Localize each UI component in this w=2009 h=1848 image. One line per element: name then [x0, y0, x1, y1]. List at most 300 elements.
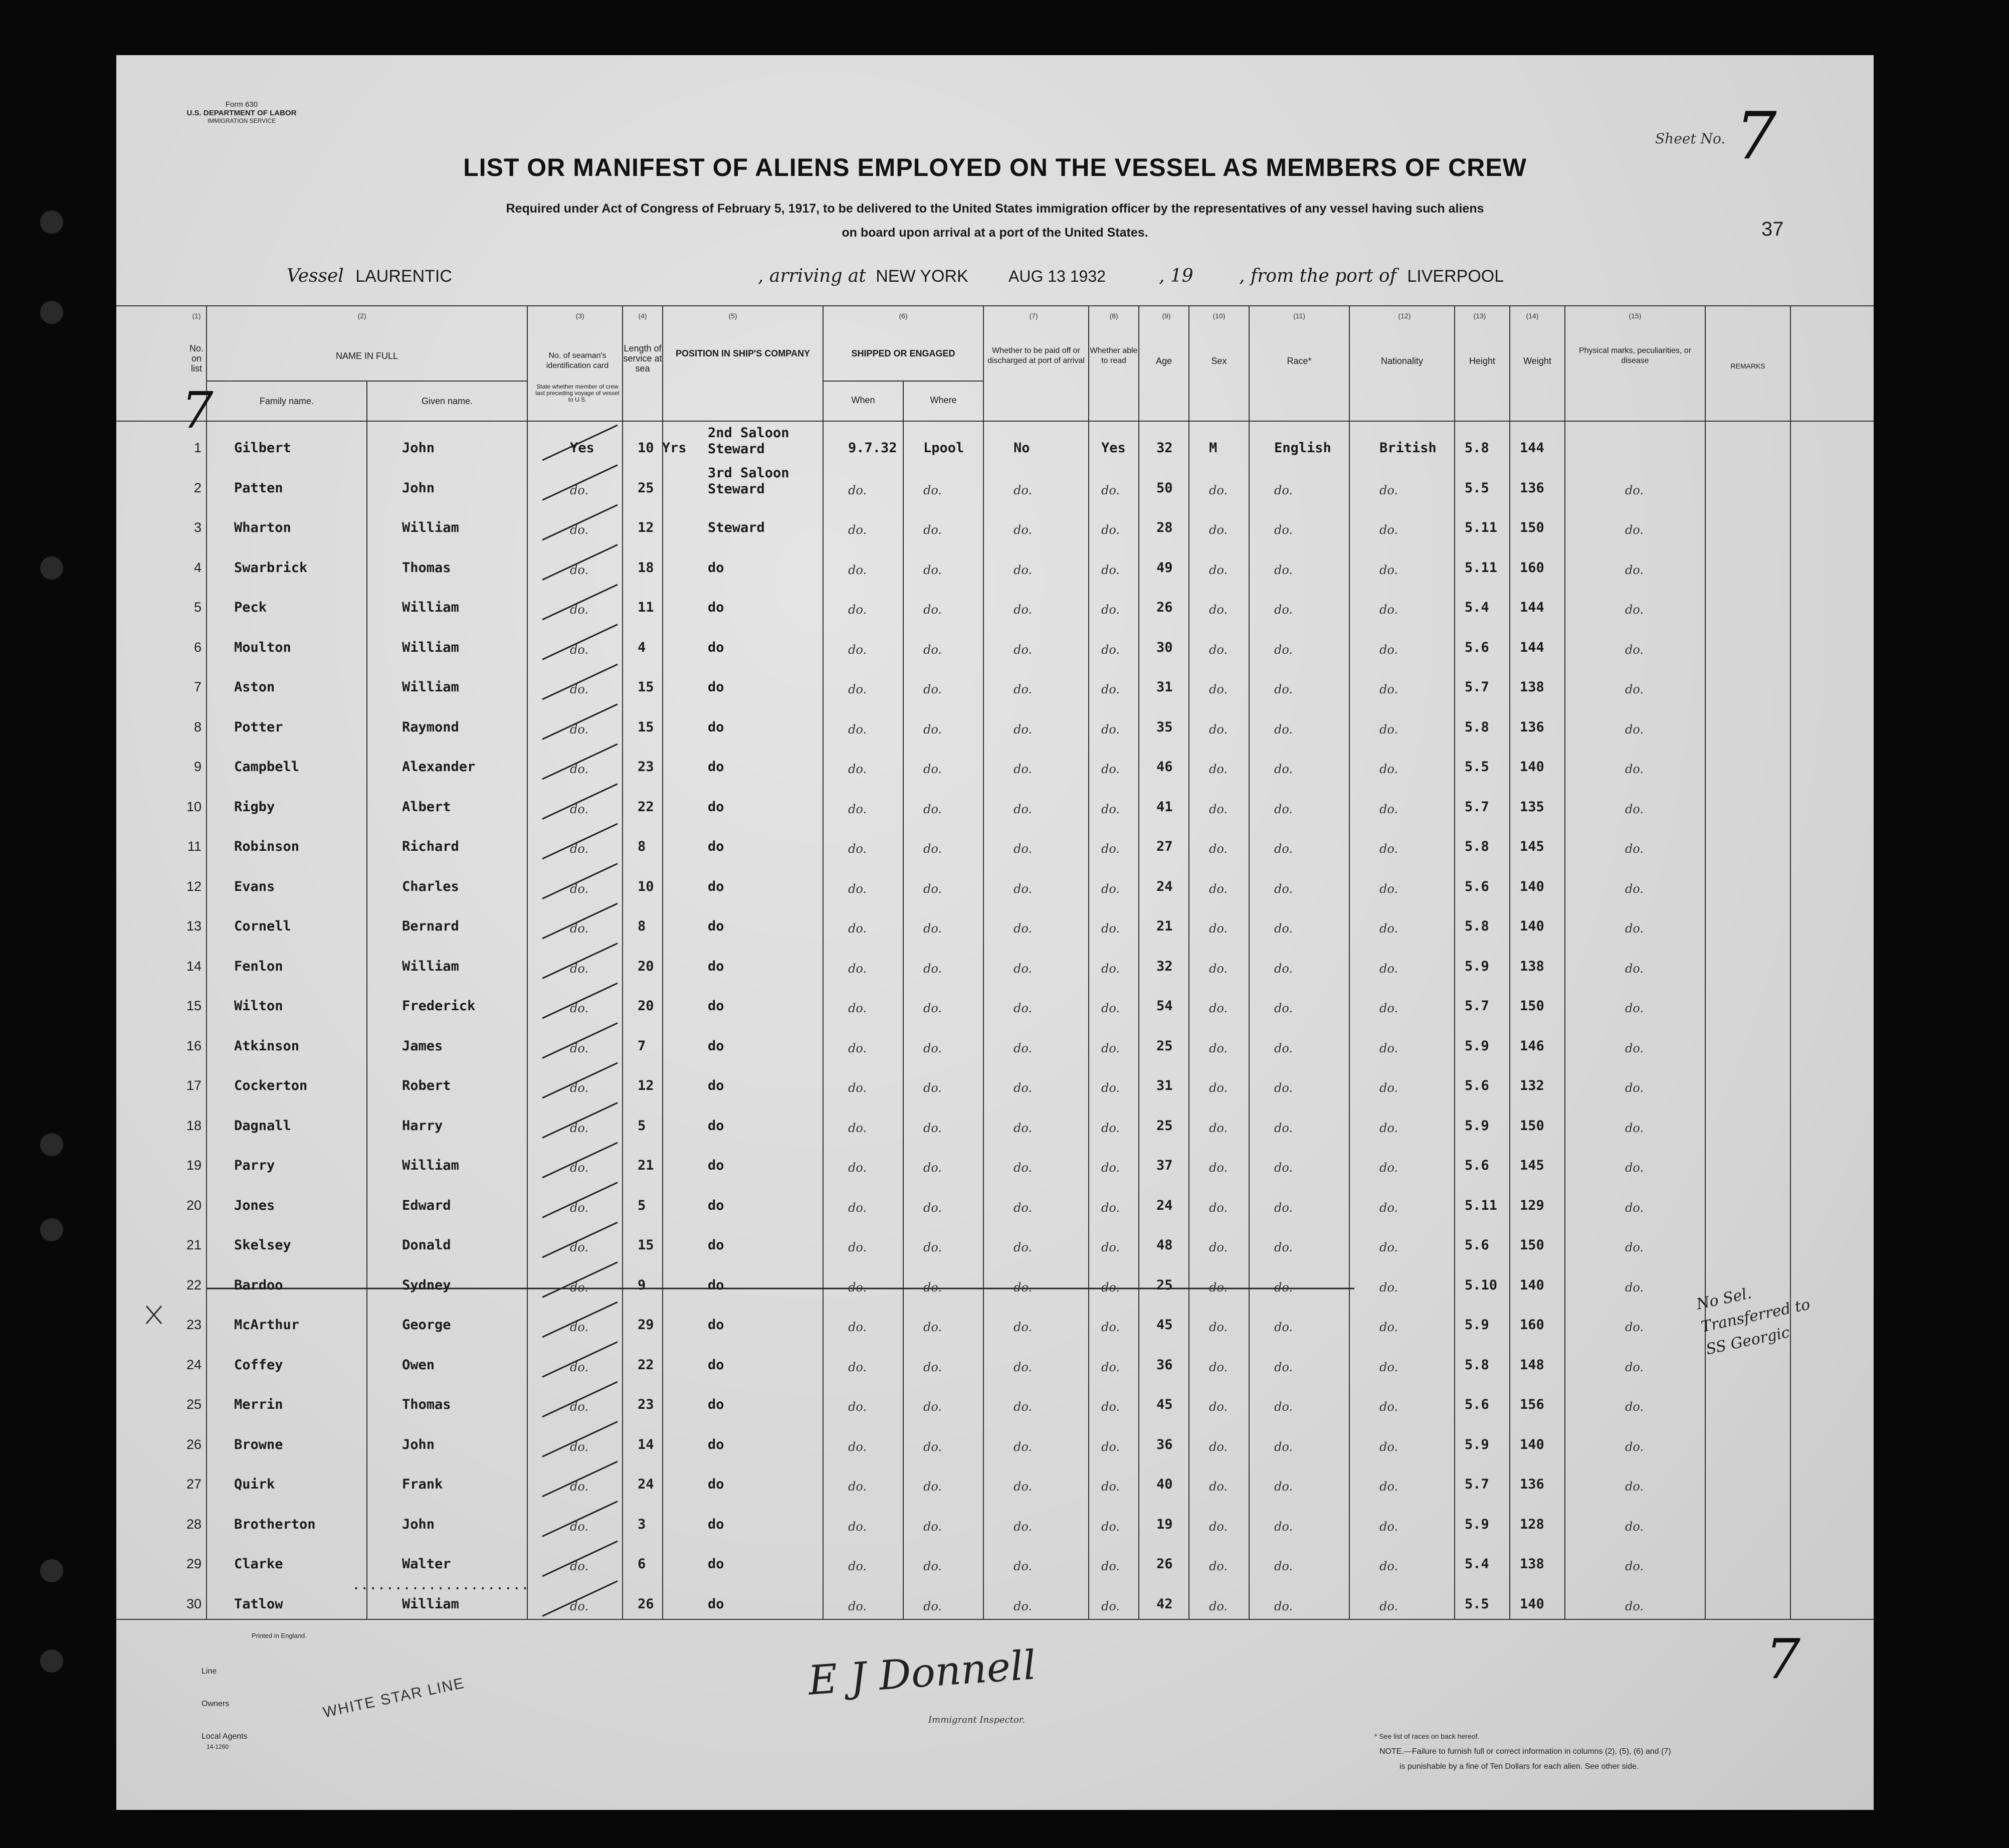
cell-age: 28 — [1156, 520, 1173, 535]
cell-physical: do. — [1625, 842, 1644, 856]
cell-race: do. — [1274, 802, 1293, 816]
cell-read: do. — [1101, 842, 1120, 856]
cell-position: do — [708, 839, 724, 854]
cell-n: 9 — [193, 759, 202, 774]
cell-physical: do. — [1625, 722, 1644, 736]
cell-where: do. — [923, 1480, 942, 1494]
cell-card: do. — [570, 483, 589, 497]
cell-nationality: do. — [1379, 1320, 1398, 1334]
cell-race: do. — [1274, 1121, 1293, 1135]
cell-where: do. — [923, 722, 942, 736]
cell-race: do. — [1274, 722, 1293, 736]
cell-family: Aston — [234, 679, 275, 695]
header-physical: Physical marks, peculiarities, or disease — [1578, 346, 1692, 365]
cell-given: Bernard — [402, 918, 459, 934]
cell-sex: do. — [1209, 483, 1228, 497]
cell-when: do. — [848, 1280, 867, 1295]
cell-paid: do. — [1014, 1240, 1033, 1254]
cell-when: do. — [848, 1599, 867, 1613]
cell-when: do. — [848, 603, 867, 617]
cell-weight: 145 — [1520, 839, 1544, 854]
cell-nationality: do. — [1379, 1439, 1398, 1454]
cell-paid: do. — [1014, 483, 1033, 497]
inspector-signature: E J Donnell — [807, 1641, 1038, 1704]
year-label: , 19 — [1159, 266, 1193, 286]
cell-physical: do. — [1625, 961, 1644, 976]
cell-physical: do. — [1625, 802, 1644, 816]
cell-position: do — [708, 1357, 724, 1373]
cell-where: do. — [923, 1200, 942, 1215]
cell-family: Tatlow — [234, 1596, 283, 1612]
header-id-card-note: State whether member of crew last preceding voyage of vessel to U.S. — [535, 383, 620, 403]
cell-height: 5.8 — [1465, 918, 1489, 934]
cell-race: do. — [1274, 682, 1293, 696]
punch-hole — [40, 211, 63, 234]
cell-paid: do. — [1014, 523, 1033, 537]
column-number: (13) — [1473, 312, 1486, 320]
cell-family: Evans — [234, 878, 275, 894]
cell-paid: do. — [1014, 1400, 1033, 1414]
cell-given: Alexander — [402, 759, 476, 775]
cell-weight: 148 — [1520, 1357, 1544, 1373]
cell-nationality: do. — [1379, 603, 1398, 617]
cell-given: William — [402, 520, 459, 535]
cell-paid: do. — [1014, 1439, 1033, 1454]
cell-nationality: do. — [1379, 682, 1398, 696]
cell-given: William — [402, 1158, 459, 1173]
cell-family: Brotherton — [234, 1516, 316, 1532]
subtitle-line2: on board upon arrival at a port of the United States. — [842, 226, 1148, 240]
cell-position: do — [708, 560, 724, 576]
cell-nationality: do. — [1379, 1240, 1398, 1254]
cell-when: do. — [848, 483, 867, 497]
header-weight: Weight — [1523, 356, 1551, 366]
cell-weight: 128 — [1520, 1516, 1544, 1532]
cell-read: do. — [1101, 1320, 1120, 1334]
cell-read: do. — [1101, 642, 1120, 657]
cell-sex: do. — [1209, 523, 1228, 537]
header-length-service: Length of service at sea — [623, 343, 662, 374]
column-number: (9) — [1162, 312, 1171, 320]
cell-age: 48 — [1156, 1237, 1173, 1253]
cell-weight: 150 — [1520, 998, 1544, 1014]
cell-height: 5.6 — [1465, 878, 1489, 894]
cell-sex: do. — [1209, 603, 1228, 617]
cell-card: do. — [570, 802, 589, 816]
cell-card: do. — [570, 1559, 589, 1573]
cell-read: do. — [1101, 921, 1120, 936]
cell-length: 4 — [638, 639, 646, 655]
cell-length: 3 — [638, 1516, 646, 1532]
punch-hole — [40, 1649, 63, 1673]
cell-where: do. — [923, 1599, 942, 1613]
cell-family: Browne — [234, 1436, 283, 1452]
cell-nationality: do. — [1379, 1480, 1398, 1494]
cell-n: 25 — [186, 1397, 202, 1412]
cell-race: do. — [1274, 1280, 1293, 1295]
svg-text:.....................: ..................... — [352, 1576, 530, 1593]
cell-physical: do. — [1625, 881, 1644, 896]
cell-given: James — [402, 1038, 443, 1054]
cell-sex: do. — [1209, 1240, 1228, 1254]
cell-sex: do. — [1209, 1559, 1228, 1573]
cell-weight: 144 — [1520, 440, 1544, 456]
column-number: (7) — [1029, 312, 1038, 320]
punch-hole — [40, 301, 63, 324]
header-paid-off: Whether to be paid off or discharged at port of arrival — [987, 346, 1085, 365]
cell-read: do. — [1101, 1041, 1120, 1055]
cell-weight: 146 — [1520, 1038, 1544, 1054]
cell-n: 21 — [186, 1237, 202, 1252]
cell-read: do. — [1101, 1599, 1120, 1613]
cell-when: do. — [848, 642, 867, 657]
cell-weight: 136 — [1520, 1476, 1544, 1492]
header-given-name: Given name. — [421, 396, 473, 406]
cell-where: do. — [923, 682, 942, 696]
cell-when: do. — [848, 1200, 867, 1215]
cell-position: do — [708, 958, 724, 974]
cell-paid: do. — [1014, 1559, 1033, 1573]
cell-nationality: do. — [1379, 762, 1398, 776]
column-number: (15) — [1629, 312, 1642, 320]
cell-length: 7 — [638, 1038, 646, 1054]
cell-sex: do. — [1209, 1041, 1228, 1055]
cell-read: do. — [1101, 1161, 1120, 1175]
cell-sex: do. — [1209, 1439, 1228, 1454]
cell-length: 18 — [638, 560, 654, 576]
cell-length: 14 — [638, 1436, 654, 1452]
cell-age: 24 — [1156, 1197, 1173, 1213]
cell-paid: do. — [1014, 1041, 1033, 1055]
cell-position: 3rd Saloon Steward — [708, 465, 789, 497]
cell-physical: do. — [1625, 1439, 1644, 1454]
cell-given: William — [402, 600, 459, 615]
cell-position: do — [708, 878, 724, 894]
cell-where: do. — [923, 1041, 942, 1055]
cell-height: 5.5 — [1465, 759, 1489, 775]
cell-paid: do. — [1014, 762, 1033, 776]
cell-age: 40 — [1156, 1476, 1173, 1492]
cell-sex: do. — [1209, 1081, 1228, 1095]
cell-physical: do. — [1625, 762, 1644, 776]
header-shipped-engaged: SHIPPED OR ENGAGED — [851, 348, 955, 358]
cell-race: do. — [1274, 1320, 1293, 1334]
cell-card: do. — [570, 642, 589, 657]
cell-n: 26 — [186, 1436, 202, 1452]
cell-card: do. — [570, 1320, 589, 1334]
cell-read: do. — [1101, 1001, 1120, 1015]
cell-height: 5.8 — [1465, 839, 1489, 854]
cell-given: Thomas — [402, 1397, 451, 1412]
cell-race: do. — [1274, 881, 1293, 896]
cell-given: Harry — [402, 1118, 443, 1134]
arriving-label: , arriving at — [758, 266, 866, 286]
printed-in: Printed in England. — [252, 1632, 307, 1639]
cell-length: 24 — [638, 1476, 654, 1492]
cell-read: do. — [1101, 1439, 1120, 1454]
cell-race: do. — [1274, 1439, 1293, 1454]
cell-length: 23 — [638, 1397, 654, 1412]
cell-position: do — [708, 679, 724, 695]
cell-paid: do. — [1014, 682, 1033, 696]
cell-age: 49 — [1156, 560, 1173, 576]
cell-family: Coffey — [234, 1357, 283, 1373]
cell-paid: do. — [1014, 1599, 1033, 1613]
note-line2: is punishable by a fine of Ten Dollars for each alien. See other side. — [1399, 1762, 1639, 1771]
cell-position: do — [708, 639, 724, 655]
cell-card: do. — [570, 921, 589, 936]
cell-race: do. — [1274, 1360, 1293, 1374]
cell-given: Richard — [402, 839, 459, 854]
cell-given: William — [402, 1596, 459, 1612]
cell-paid: do. — [1014, 1081, 1033, 1095]
cell-family: Campbell — [234, 759, 300, 775]
form-number: Form 630 — [225, 100, 258, 109]
cell-race: do. — [1274, 1041, 1293, 1055]
cell-read: do. — [1101, 1280, 1120, 1295]
cell-read: do. — [1101, 881, 1120, 896]
cell-where: do. — [923, 1280, 942, 1295]
cell-race: do. — [1274, 1081, 1293, 1095]
cell-paid: do. — [1014, 1320, 1033, 1334]
cell-n: 29 — [186, 1556, 202, 1571]
cell-family: Wilton — [234, 998, 283, 1014]
line-label: Line — [202, 1667, 217, 1676]
cell-sex: do. — [1209, 881, 1228, 896]
cell-n: 2 — [193, 480, 202, 495]
cell-nationality: do. — [1379, 1001, 1398, 1015]
cell-given: John — [402, 440, 435, 456]
cell-position: do — [708, 1197, 724, 1213]
cell-height: 5.4 — [1465, 1556, 1489, 1572]
cell-position: do — [708, 600, 724, 615]
cell-age: 46 — [1156, 759, 1173, 775]
cell-given: Edward — [402, 1197, 451, 1213]
cell-paid: do. — [1014, 881, 1033, 896]
cell-paid: do. — [1014, 1480, 1033, 1494]
sheet-label: Sheet No. — [1655, 130, 1726, 147]
cell-given: John — [402, 480, 435, 496]
cell-n: 22 — [186, 1277, 202, 1292]
cell-when: do. — [848, 1121, 867, 1135]
cell-position: do — [708, 1476, 724, 1492]
cell-where: do. — [923, 1439, 942, 1454]
cell-card: do. — [570, 1001, 589, 1015]
cell-n: 3 — [193, 520, 202, 535]
cell-n: 10 — [186, 799, 202, 814]
cell-given: John — [402, 1436, 435, 1452]
header-age: Age — [1155, 356, 1172, 366]
cell-physical: do. — [1625, 1200, 1644, 1215]
cell-physical: do. — [1625, 1081, 1644, 1095]
cell-position: do — [708, 1277, 724, 1293]
cell-where: do. — [923, 961, 942, 976]
cell-read: do. — [1101, 1400, 1120, 1414]
cell-weight: 138 — [1520, 958, 1544, 974]
cell-position: do — [708, 918, 724, 934]
cell-length: 5 — [638, 1118, 646, 1134]
cell-family: Rigby — [234, 799, 275, 815]
cell-family: Cornell — [234, 918, 291, 934]
cell-card: do. — [570, 1240, 589, 1254]
cell-where: do. — [923, 523, 942, 537]
cell-race: do. — [1274, 762, 1293, 776]
cell-weight: 150 — [1520, 520, 1544, 535]
cell-card: do. — [570, 1480, 589, 1494]
cell-weight: 140 — [1520, 918, 1544, 934]
cell-nationality: do. — [1379, 483, 1398, 497]
column-number: (10) — [1213, 312, 1226, 320]
cell-sex: do. — [1209, 642, 1228, 657]
cell-family: Skelsey — [234, 1237, 291, 1253]
cell-weight: 160 — [1520, 560, 1544, 576]
punch-hole — [40, 1218, 63, 1241]
cell-read: do. — [1101, 603, 1120, 617]
header-race: Race* — [1287, 356, 1312, 366]
cell-paid: do. — [1014, 802, 1033, 816]
cell-read: do. — [1101, 1480, 1120, 1494]
from-port: LIVERPOOL — [1407, 267, 1504, 286]
column-number: (14) — [1526, 312, 1539, 320]
cell-height: 5.9 — [1465, 1317, 1489, 1333]
cell-when: do. — [848, 961, 867, 976]
cell-nationality: do. — [1379, 1041, 1398, 1055]
column-number: (5) — [728, 312, 737, 320]
cell-height: 5.8 — [1465, 440, 1489, 456]
cell-when: do. — [848, 802, 867, 816]
cell-race: do. — [1274, 961, 1293, 976]
cell-read: do. — [1101, 1519, 1120, 1534]
cell-length: 23 — [638, 759, 654, 775]
cell-n: 1 — [193, 440, 202, 455]
cell-length: 29 — [638, 1317, 654, 1333]
page-stamp: 37 — [1761, 218, 1784, 240]
cell-sex: M — [1209, 440, 1218, 456]
cell-age: 24 — [1156, 878, 1173, 894]
races-note: * See list of races on back hereof. — [1374, 1732, 1480, 1740]
header-no-on-list: No. on list — [189, 343, 204, 374]
cell-given: Raymond — [402, 719, 459, 735]
cell-n: 28 — [186, 1516, 202, 1532]
cell-position: Steward — [708, 520, 765, 535]
cell-n: 4 — [193, 560, 202, 575]
header-height: Height — [1469, 356, 1496, 366]
cell-paid: do. — [1014, 1001, 1033, 1015]
cell-paid: do. — [1014, 921, 1033, 936]
cell-nationality: do. — [1379, 642, 1398, 657]
cell-age: 36 — [1156, 1357, 1173, 1373]
cell-physical: do. — [1625, 1360, 1644, 1374]
cell-sex: do. — [1209, 1121, 1228, 1135]
cell-position: do — [708, 998, 724, 1014]
cell-physical: do. — [1625, 1320, 1644, 1334]
cell-age: 32 — [1156, 440, 1173, 456]
cell-physical: do. — [1625, 1599, 1644, 1613]
cell-family: Potter — [234, 719, 283, 735]
cell-n: 16 — [186, 1038, 202, 1053]
cell-nationality: do. — [1379, 523, 1398, 537]
cell-height: 5.7 — [1465, 679, 1489, 695]
cell-length: 12 — [638, 1078, 654, 1093]
cell-length: 26 — [638, 1596, 654, 1612]
cell-read: do. — [1101, 762, 1120, 776]
cell-weight: 129 — [1520, 1197, 1544, 1213]
cell-when: do. — [848, 1480, 867, 1494]
cell-when: do. — [848, 1041, 867, 1055]
cell-length: 9 — [638, 1277, 646, 1293]
cell-race: do. — [1274, 1519, 1293, 1534]
cell-where: do. — [923, 921, 942, 936]
cell-height: 5.9 — [1465, 1118, 1489, 1134]
cell-given: George — [402, 1317, 451, 1333]
cell-race: do. — [1274, 523, 1293, 537]
cell-length: 11 — [638, 600, 654, 615]
cell-position: do — [708, 1436, 724, 1452]
cell-race: do. — [1274, 1480, 1293, 1494]
cell-card: Yes — [570, 440, 594, 456]
cell-family: Jones — [234, 1197, 275, 1213]
cell-where: do. — [923, 842, 942, 856]
margin-number: 7 — [181, 381, 214, 440]
cell-position: do — [708, 1596, 724, 1612]
cell-age: 37 — [1156, 1158, 1173, 1173]
cell-card: do. — [570, 1599, 589, 1613]
cell-weight: 136 — [1520, 480, 1544, 496]
cell-read: do. — [1101, 483, 1120, 497]
punch-hole — [40, 1559, 63, 1582]
cell-given: Robert — [402, 1078, 451, 1093]
cell-position: do — [708, 1397, 724, 1412]
cell-age: 45 — [1156, 1397, 1173, 1412]
cell-read: do. — [1101, 1559, 1120, 1573]
cell-length: 5 — [638, 1197, 646, 1213]
cell-nationality: do. — [1379, 1519, 1398, 1534]
cell-paid: do. — [1014, 1280, 1033, 1295]
column-number: (6) — [899, 312, 908, 320]
cell-nationality: do. — [1379, 1599, 1398, 1613]
cell-family: Wharton — [234, 520, 291, 535]
cell-when: do. — [848, 1081, 867, 1095]
cell-nationality: do. — [1379, 563, 1398, 577]
cell-race: do. — [1274, 921, 1293, 936]
cell-age: 31 — [1156, 1078, 1173, 1093]
department-name: U.S. DEPARTMENT OF LABOR — [186, 109, 297, 117]
cell-physical: do. — [1625, 563, 1644, 577]
cell-family: McArthur — [234, 1317, 300, 1333]
cell-read: do. — [1101, 961, 1120, 976]
cell-nationality: do. — [1379, 842, 1398, 856]
cell-when: do. — [848, 523, 867, 537]
cell-physical: do. — [1625, 1001, 1644, 1015]
cell-card: do. — [570, 1161, 589, 1175]
cell-n: 11 — [187, 839, 202, 854]
cell-age: 50 — [1156, 480, 1173, 496]
cell-sex: do. — [1209, 842, 1228, 856]
cell-age: 27 — [1156, 839, 1173, 854]
cell-when: do. — [848, 762, 867, 776]
cell-race: do. — [1274, 483, 1293, 497]
cell-age: 36 — [1156, 1436, 1173, 1452]
cell-family: Atkinson — [234, 1038, 300, 1054]
cell-given: John — [402, 1516, 435, 1532]
cell-card: do. — [570, 1400, 589, 1414]
cell-card: do. — [570, 762, 589, 776]
cell-race: do. — [1274, 842, 1293, 856]
cell-card: do. — [570, 1280, 589, 1295]
cell-position: do — [708, 719, 724, 735]
cell-length: 15 — [638, 719, 654, 735]
cell-age: 19 — [1156, 1516, 1173, 1532]
